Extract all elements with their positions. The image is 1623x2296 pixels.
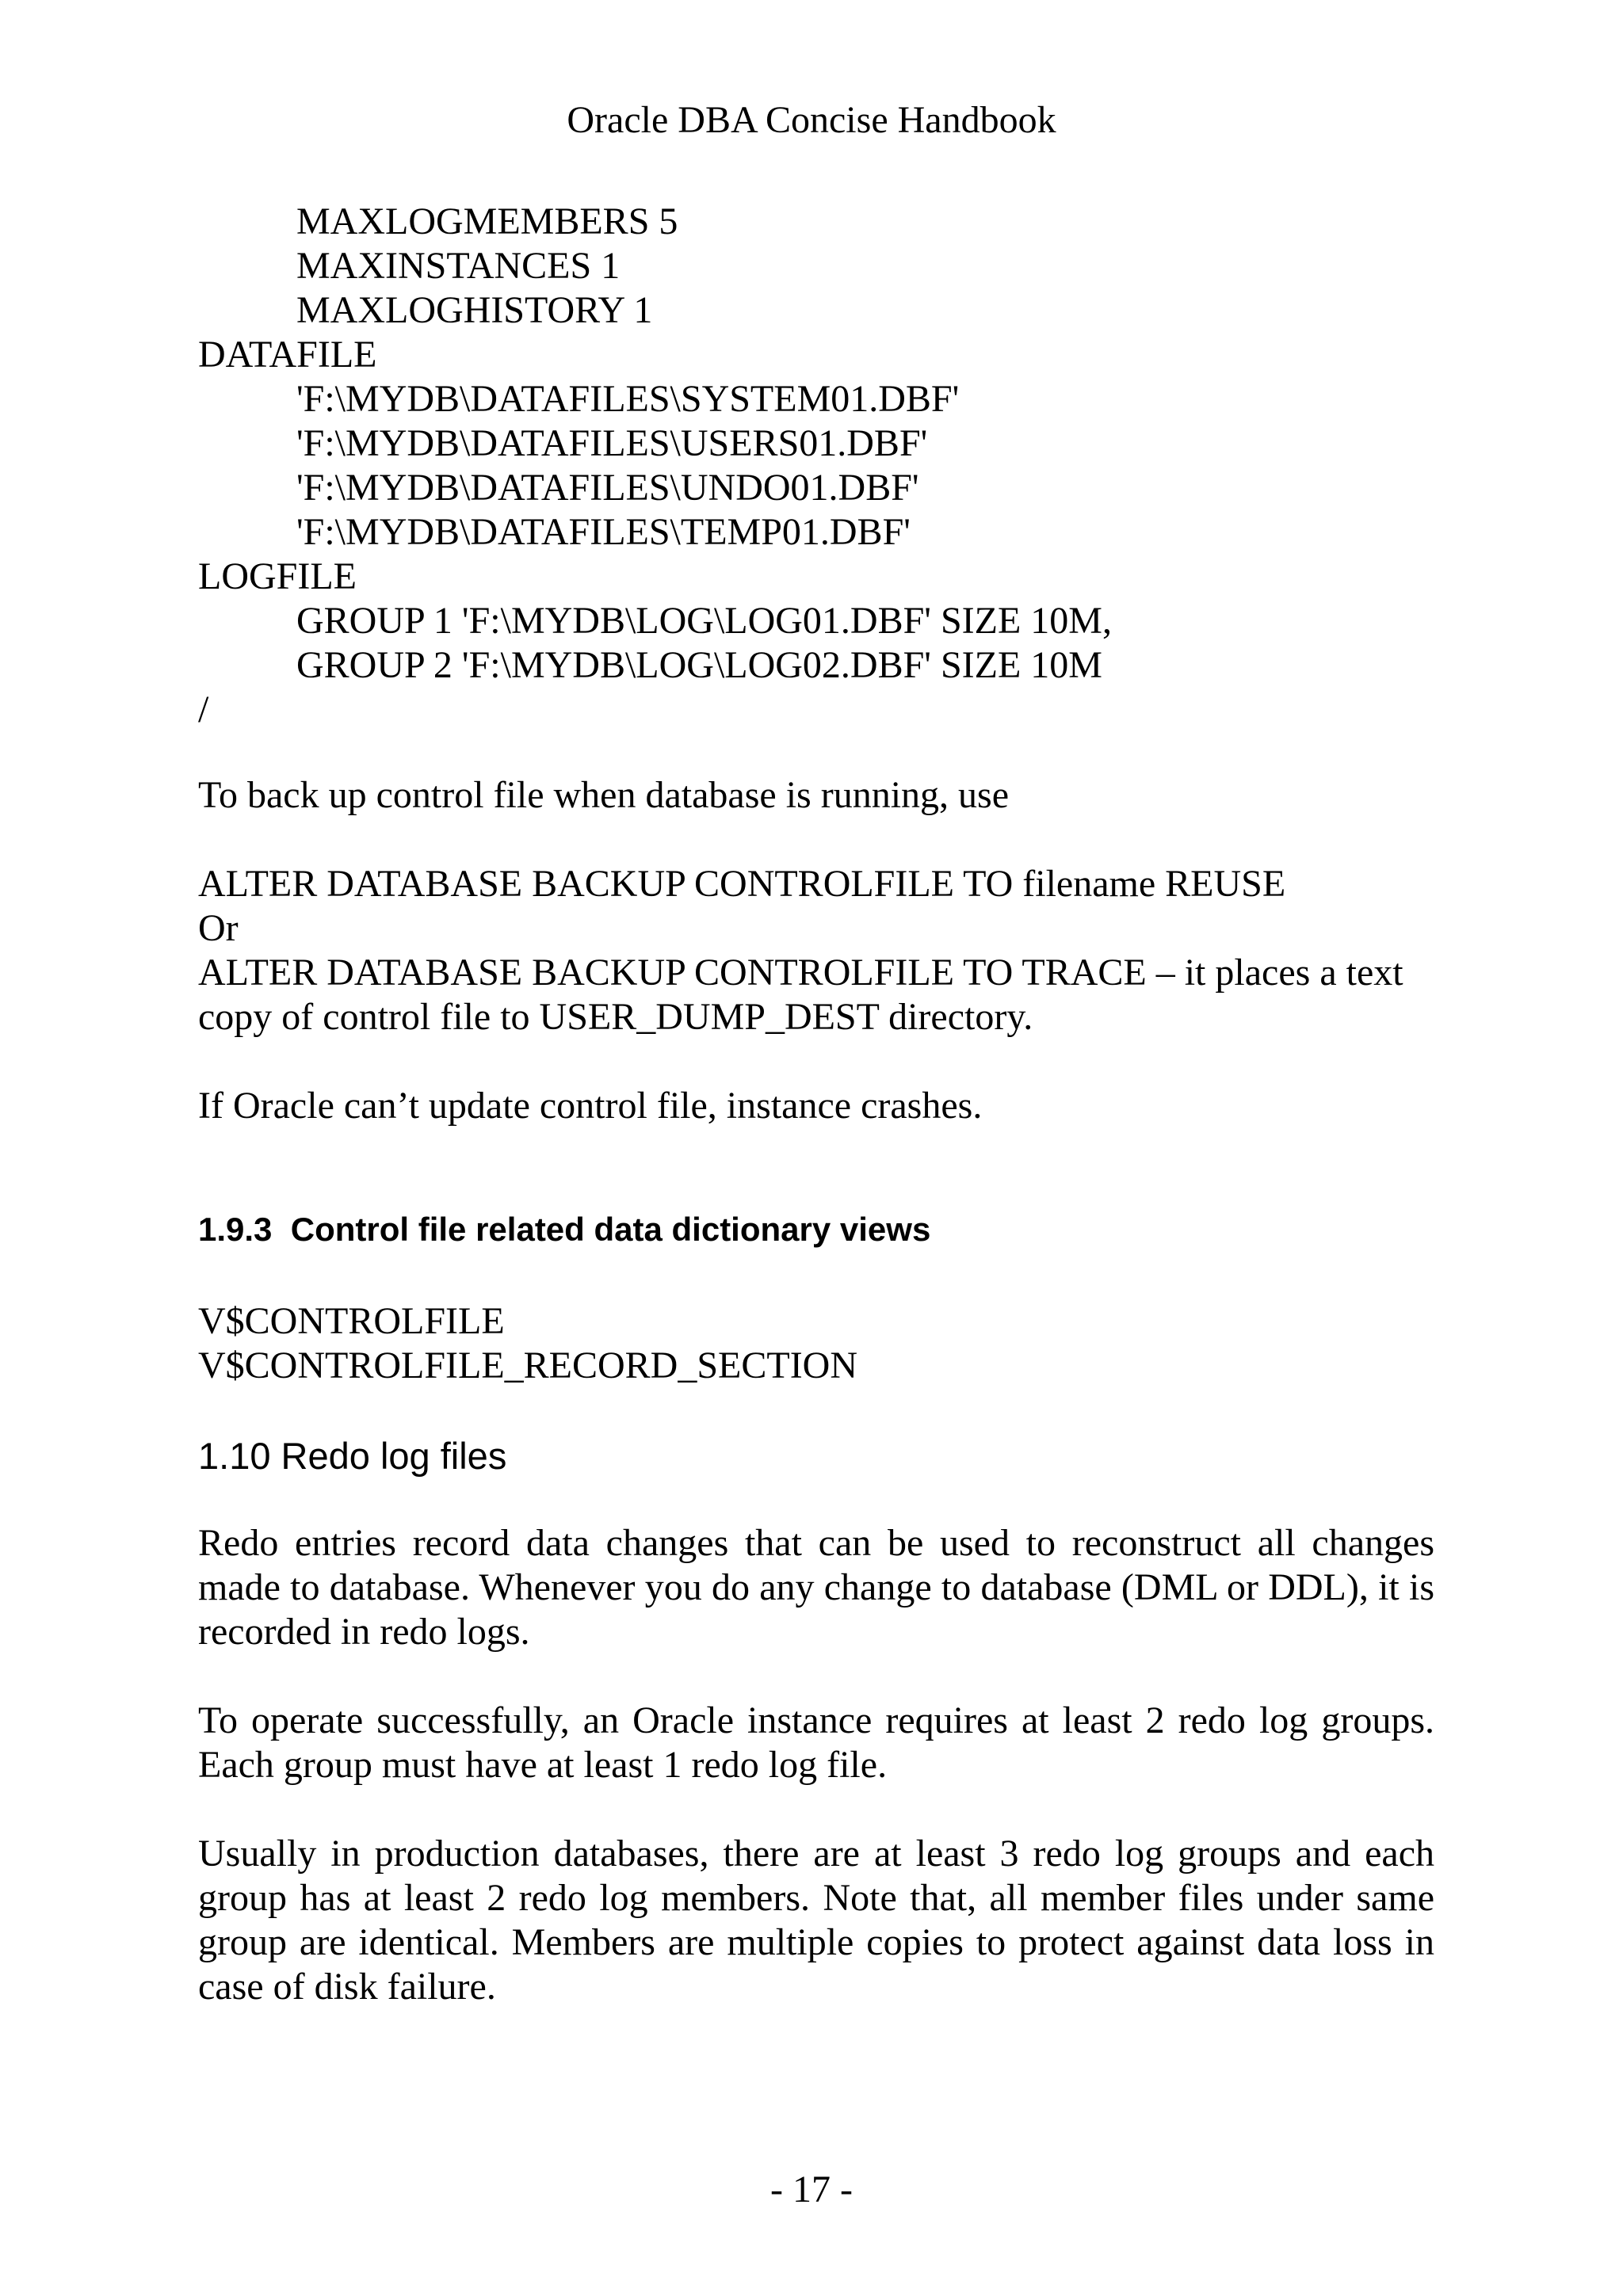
code-line: MAXLOGHISTORY 1 bbox=[296, 289, 653, 331]
page-header: Oracle DBA Concise Handbook bbox=[567, 99, 1056, 141]
body-paragraph: Redo entries record data changes that can be used to reconstruct all changes made to database. Whenever you do any change to database (DML or DDL), it is recorded in redo logs. bbox=[198, 1522, 1434, 1653]
body-paragraph: To operate successfully, an Oracle instance requires at least 2 redo log groups. Each group must have at least 1 redo log file. bbox=[198, 1699, 1434, 1786]
code-line: DATAFILE bbox=[198, 334, 377, 376]
code-line: GROUP 1 'F:\MYDB\LOG\LOG01.DBF' SIZE 10M, bbox=[296, 600, 1112, 642]
section-title: Control file related data dictionary views bbox=[290, 1211, 931, 1248]
section-title: Redo log files bbox=[281, 1435, 507, 1477]
code-line: 'F:\MYDB\DATAFILES\TEMP01.DBF' bbox=[296, 511, 911, 553]
section-heading-1-9-3 bbox=[198, 1207, 930, 1252]
section-number: 1.10 bbox=[198, 1435, 271, 1477]
view-name: V$CONTROLFILE bbox=[198, 1300, 505, 1342]
section-heading-1-10 bbox=[198, 1434, 506, 1478]
code-line: 'F:\MYDB\DATAFILES\UNDO01.DBF' bbox=[296, 467, 919, 509]
code-block bbox=[198, 200, 1434, 732]
code-line: LOGFILE bbox=[198, 555, 357, 597]
code-line: / bbox=[198, 688, 209, 730]
code-line: 'F:\MYDB\DATAFILES\SYSTEM01.DBF' bbox=[296, 378, 960, 420]
section-number: 1.9.3 bbox=[198, 1211, 273, 1248]
code-line: 'F:\MYDB\DATAFILES\USERS01.DBF' bbox=[296, 422, 928, 464]
code-line: GROUP 2 'F:\MYDB\LOG\LOG02.DBF' SIZE 10M bbox=[296, 644, 1102, 686]
code-line: MAXINSTANCES 1 bbox=[296, 245, 621, 287]
backup-intro-text: To back up control file when database is running, use bbox=[198, 774, 1010, 816]
page-number: - 17 - bbox=[770, 2168, 853, 2210]
backup-command-trace: ALTER DATABASE BACKUP CONTROLFILE TO TRACE – it places a text copy of control file to USER_DUMP_DEST directory. bbox=[198, 952, 1403, 1038]
backup-command-reuse: ALTER DATABASE BACKUP CONTROLFILE TO filename REUSE bbox=[198, 863, 1286, 905]
code-line: MAXLOGMEMBERS 5 bbox=[296, 200, 678, 242]
view-name: V$CONTROLFILE_RECORD_SECTION bbox=[198, 1344, 858, 1386]
body-paragraph: Usually in production databases, there are at least 3 redo log groups and each group has at least 2 redo log members. Note that, all member files under same group are identical. Members are multiple copies to protect against data loss in case of disk failure. bbox=[198, 1833, 1434, 2008]
or-text: Or bbox=[198, 907, 239, 949]
crash-note: If Oracle can’t update control file, instance crashes. bbox=[198, 1085, 983, 1127]
